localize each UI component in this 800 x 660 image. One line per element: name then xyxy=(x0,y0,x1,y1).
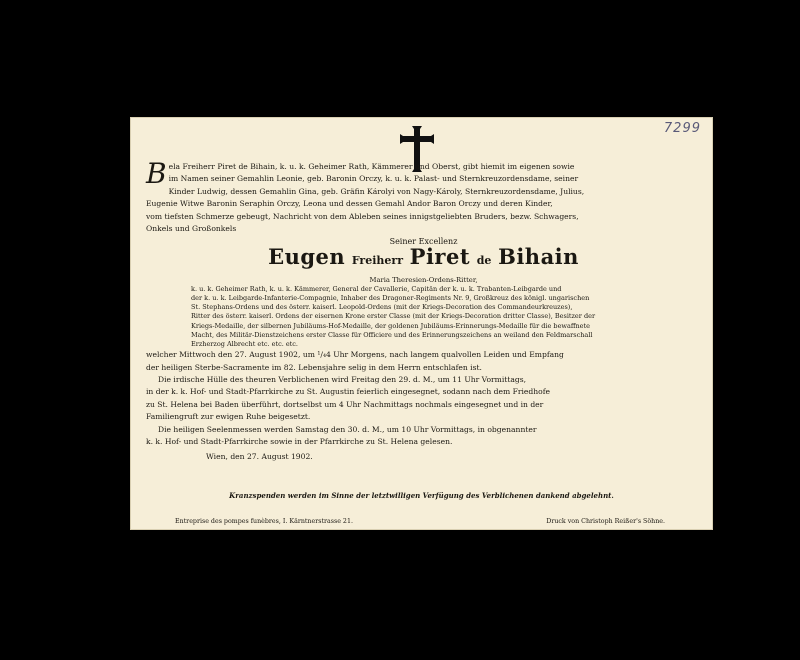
titles-line: Ritter des österr. kaiserl. Ordens der eisernen Krone erster Classe (mit der Kriegs-Decoration dritter Classe), Besitzer der xyxy=(191,312,596,321)
intro-line: Eugenie Witwe Baronin Seraphin Orczy, Leona und dessen Gemahl Andor Baron Orczy und deren Kinder, xyxy=(146,199,553,209)
intro-line: Kinder Ludwig, dessen Gemahlin Gina, geb. Gräfin Károlyi von Nagy-Károly, Sternkreuzordensdame, Julius, xyxy=(168,186,585,196)
deceased-name xyxy=(146,243,701,275)
notice-body xyxy=(146,157,701,463)
titles-line: Macht, des Militär-Dienstzeichens erster Classe für Officiere und des Erinnerungszeichens an weiland den Feldmarschall xyxy=(191,330,593,339)
titles-line: der k. u. k. Leibgarde-Infanterie-Compagnie, Inhaber des Dragoner-Regiments Nr. 9, Großkreuz des königl. ungarischen xyxy=(191,294,590,303)
intro-line: im Namen seiner Gemahlin Leonie, geb. Baronin Orczy, k. u. k. Palast- und Sternkreuzordensdame, seiner xyxy=(168,174,579,184)
excellency-line: Seiner Excellenz xyxy=(389,237,458,247)
name-last: Piret xyxy=(409,243,471,269)
funeral-paragraph xyxy=(146,374,701,424)
undertaker-credit: Entreprise des pompes funèbres, I. Kärntnerstrasse 21. xyxy=(175,518,353,525)
funeral-line: zu St. Helena bei Baden überführt, dortselbst um 4 Uhr Nachmittags nochmals eingesegnet und in der xyxy=(146,399,544,409)
intro-line: Onkels und Großonkels xyxy=(146,224,237,234)
order-line: Maria Theresien-Ordens-Ritter, xyxy=(369,275,478,284)
titles-line: St. Stephans-Ordens und des österr. kaiserl. Leopold-Ordens (mit der Kriegs-Decoration des Commandeurkreuzes), xyxy=(191,303,573,312)
intro-line: vom tiefsten Schmerze gebeugt, Nachricht von dem Ableben seines innigstgeliebten Bruders, bezw. Schwagers, xyxy=(146,211,579,221)
archive-number: 7299 xyxy=(663,121,701,136)
death-line: welcher Mittwoch den 27. August 1902, um ¹/₄4 Uhr Morgens, nach langem qualvollen Leiden und Empfang xyxy=(146,350,564,360)
name-first: Eugen xyxy=(268,243,346,269)
death-notice-card xyxy=(130,117,713,530)
death-line: der heiligen Sterbe-Sacramente im 82. Lebensjahre selig in dem Herrn entschlafen ist. xyxy=(146,362,482,372)
printer-credit: Druck von Christoph Reißer's Söhne. xyxy=(546,518,665,525)
name-title: Freiherr xyxy=(351,253,403,267)
place-date: Wien, den 27. August 1902. xyxy=(206,451,313,461)
titles-block xyxy=(191,285,656,349)
funeral-line: Die irdische Hülle des theuren Verblichenen wird Freitag den 29. d. M., um 11 Uhr Vormittags, xyxy=(158,375,527,385)
intro-line: ela Freiherr Piret de Bihain, k. u. k. Geheimer Rath, Kämmerer und Oberst, gibt hiemit im eigenen sowie xyxy=(168,162,575,171)
titles-line: k. u. k. Geheimer Rath, k. u. k. Kämmerer, General der Cavallerie, Capitän der k. u. k. Trabanten-Leibgarde und xyxy=(191,284,562,293)
death-paragraph xyxy=(146,349,701,374)
funeral-line: in der k. k. Hof- und Stadt-Pfarrkirche zu St. Augustin feierlich eingesegnet, sodann nach dem Friedhofe xyxy=(146,387,551,397)
mass-line: Die heiligen Seelenmessen werden Samstag den 30. d. M., um 10 Uhr Vormittags, in obgenannter xyxy=(158,424,537,434)
titles-line: Kriegs-Medaille, der silbernen Jubiläums-Hof-Medaille, der goldenen Jubiläums-Erinnerungs-Medaille für die bewaffnete xyxy=(191,321,590,330)
mass-paragraph xyxy=(146,424,701,449)
wreath-note: Kranzspenden werden im Sinne der letztwilligen Verfügung des Verblichenen dankend abgelehnt. xyxy=(229,491,614,500)
intro-paragraph xyxy=(146,157,701,235)
name-place: Bihain xyxy=(498,243,579,269)
name-particle: de xyxy=(476,253,492,267)
funeral-line: Familiengruft zur ewigen Ruhe beigesetzt. xyxy=(146,412,311,422)
titles-line: Erzherzog Albrecht etc. etc. etc. xyxy=(191,340,299,349)
mass-line: k. k. Hof- und Stadt-Pfarrkirche sowie in der Pfarrkirche zu St. Helena gelesen. xyxy=(146,437,453,447)
drop-initial: B xyxy=(146,157,167,190)
